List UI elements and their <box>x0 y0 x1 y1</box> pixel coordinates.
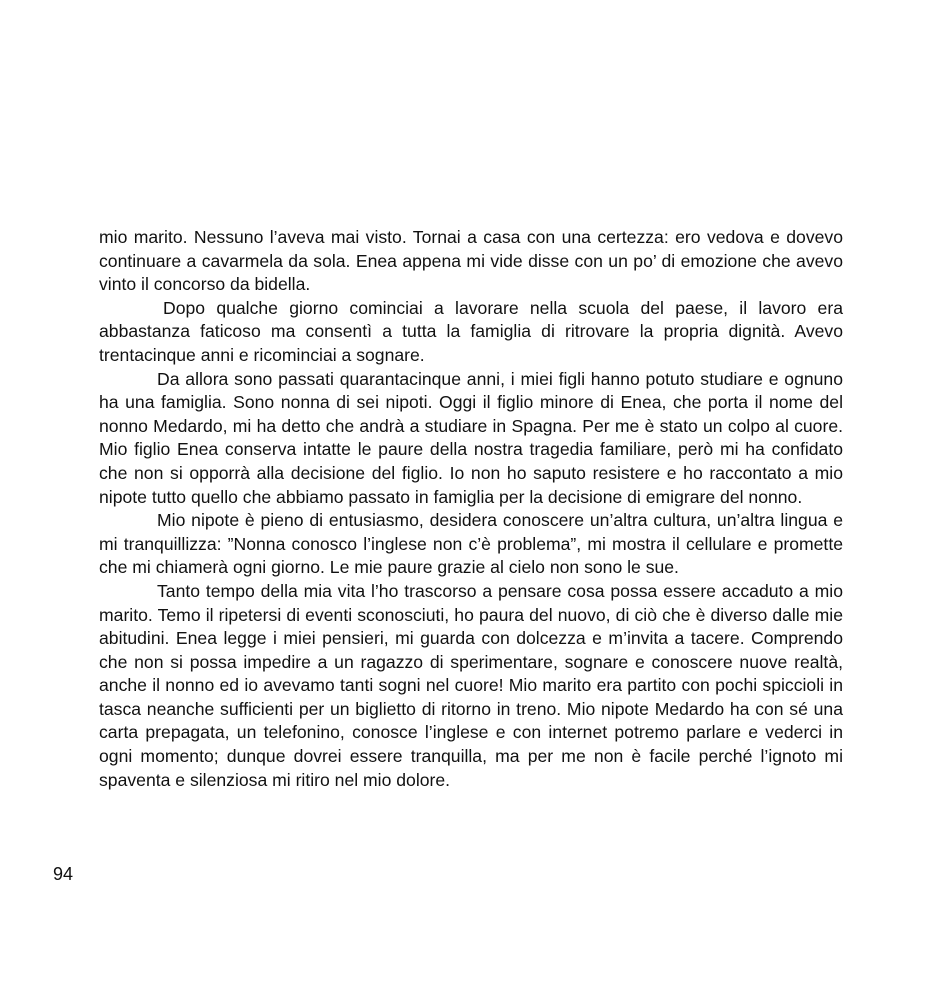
paragraph-1: mio marito. Nessuno l’aveva mai visto. Tornai a casa con una certezza: ero vedova e dovevo continuare a cavarmela da sola. Enea appena mi vide disse con un po’ di emozione che avevo vinto il concorso da bidella. <box>99 227 843 295</box>
paragraph-3: Da allora sono passati quarantacinque anni, i miei figli hanno potuto studiare e ognuno ha una famiglia. Sono nonna di sei nipoti. Oggi il figlio minore di Enea, che porta il nome del nonno Medardo, mi ha detto che andrà a studiare in Spagna. Per me è stato un colpo al cuore. Mio figlio Enea conserva intatte le paure della nostra tragedia familiare, però mi ha confidato che non si opporrà alla decisione del figlio. Io non ho saputo resistere e ho raccontato a mio nipote tutto quello che abbiamo passato in famiglia per la decisione di emigrare del nonno. <box>99 368 843 507</box>
page-number: 94 <box>53 864 74 884</box>
paragraph-5: Tanto tempo della mia vita l’ho trascorso a pensare cosa possa essere accaduto a mio marito. Temo il ripetersi di eventi sconosciuti, ho paura del nuovo, di ciò che è diverso dalle mie abitudini. Enea legge i miei pensieri, mi guarda con dolcezza e m’invita a tacere. Comprendo che non si possa impedire a un ragazzo di sperimentare, sognare e conoscere nuove realtà, anche il nonno ed io avevamo tanti sogni nel cuore! Mio marito era partito con pochi spiccioli in tasca neanche sufficienti per un biglietto di ritorno in treno. Mio nipote Medardo ha con sé una carta prepagata, un telefonino, conosce l’inglese e con internet potremo parlare e vederci in ogni momento; dunque dovrei essere tranquilla, ma per me non è facile perché l’ignoto mi spaventa e silenziosa mi ritiro nel mio dolore. <box>99 580 843 790</box>
body-text <box>99 226 843 792</box>
paragraph-4: Mio nipote è pieno di entusiasmo, desidera conoscere un’altra cultura, un’altra lingua e mi tranquillizza: ”Nonna conosco l’inglese non c’è problema”, mi mostra il cellulare e promette che mi chiamerà ogni giorno. Le mie paure grazie al cielo non sono le sue. <box>99 510 843 578</box>
paragraph-2: Dopo qualche giorno cominciai a lavorare nella scuola del paese, il lavoro era abbastanza faticoso ma consentì a tutta la famiglia di ritrovare la propria dignità. Avevo trentacinque anni e ricominciai a sognare. <box>99 297 843 365</box>
